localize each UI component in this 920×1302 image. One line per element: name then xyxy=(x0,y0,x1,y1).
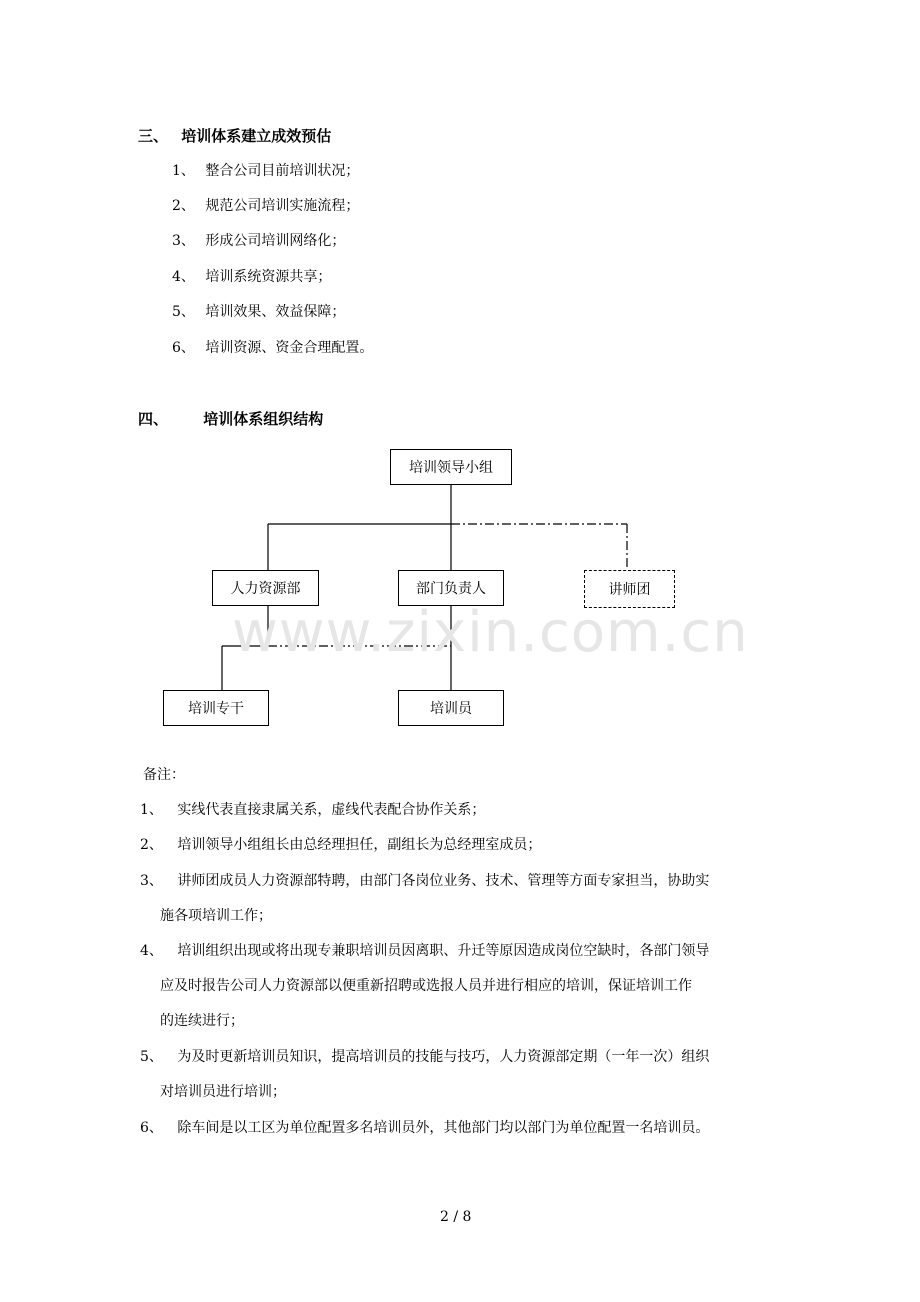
note-text-continued: 施各项培训工作； xyxy=(160,908,272,924)
note-text: 实线代表直接隶属关系，虚线代表配合协作关系； xyxy=(177,802,486,818)
item-number: 3、 xyxy=(172,233,195,249)
note-number: 1、 xyxy=(140,802,163,818)
item-text: 规范公司培训实施流程； xyxy=(205,198,360,214)
org-box-label: 人力资源部 xyxy=(230,581,301,597)
org-box-trainer-specialist xyxy=(163,690,269,726)
org-box-label: 讲师团 xyxy=(608,582,651,598)
section4-heading-number: 四、 xyxy=(138,410,169,428)
note-item xyxy=(140,871,709,891)
item-number: 5、 xyxy=(172,304,195,320)
org-box-trainer xyxy=(398,690,504,726)
item-text: 培训资源、资金合理配置。 xyxy=(205,340,374,356)
note-number: 5、 xyxy=(140,1049,163,1065)
page-number: 2 / 8 xyxy=(440,1209,472,1225)
note-item xyxy=(140,800,485,820)
item-text: 形成公司培训网络化； xyxy=(205,233,346,249)
note-item xyxy=(140,1047,709,1067)
section3-heading-number: 三、 xyxy=(138,127,169,145)
org-box-label: 培训专干 xyxy=(188,701,244,717)
watermark: www.zixin.com.cn xyxy=(232,600,749,665)
note-item xyxy=(140,941,709,961)
item-text: 培训系统资源共享； xyxy=(205,269,332,285)
note-number: 2、 xyxy=(140,837,163,853)
org-box-label: 部门负责人 xyxy=(416,581,486,597)
org-box-root xyxy=(390,449,512,485)
note-text: 为及时更新培训员知识，提高培训员的技能与技巧，人力资源部定期（一年一次）组织 xyxy=(177,1049,710,1065)
section3-heading-text: 培训体系建立成效预估 xyxy=(181,127,332,145)
item-number: 4、 xyxy=(172,269,195,285)
item-text: 整合公司目前培训状况； xyxy=(205,163,360,179)
note-item xyxy=(140,835,541,855)
notes-title: 备注： xyxy=(143,767,185,783)
note-text-continued: 的连续进行； xyxy=(160,1013,244,1029)
item-text: 培训效果、效益保障； xyxy=(205,304,346,320)
item-number: 6、 xyxy=(172,340,195,356)
note-text: 除车间是以工区为单位配置多名培训员外，其他部门均以部门为单位配置一名培训员。 xyxy=(177,1120,710,1136)
item-number: 1、 xyxy=(172,163,195,179)
note-text-continued: 对培训员进行培训； xyxy=(160,1084,286,1100)
note-text: 培训领导小组组长由总经理担任，副组长为总经理室成员； xyxy=(177,837,542,853)
note-number: 6、 xyxy=(140,1120,163,1136)
note-text: 培训组织出现或将出现专兼职培训员因离职、升迁等原因造成岗位空缺时，各部门领导 xyxy=(177,943,710,959)
note-text: 讲师团成员人力资源部特聘，由部门各岗位业务、技术、管理等方面专家担当，协助实 xyxy=(177,873,710,889)
item-number: 2、 xyxy=(172,198,195,214)
note-number: 4、 xyxy=(140,943,163,959)
org-box-label: 培训领导小组 xyxy=(409,460,493,476)
note-item xyxy=(140,1118,709,1138)
org-box-label: 培训员 xyxy=(430,701,472,717)
section4-heading-text: 培训体系组织结构 xyxy=(203,410,324,428)
note-number: 3、 xyxy=(140,873,163,889)
note-text-continued: 应及时报告公司人力资源部以便重新招聘或选报人员并进行相应的培训，保证培训工作 xyxy=(160,978,692,994)
